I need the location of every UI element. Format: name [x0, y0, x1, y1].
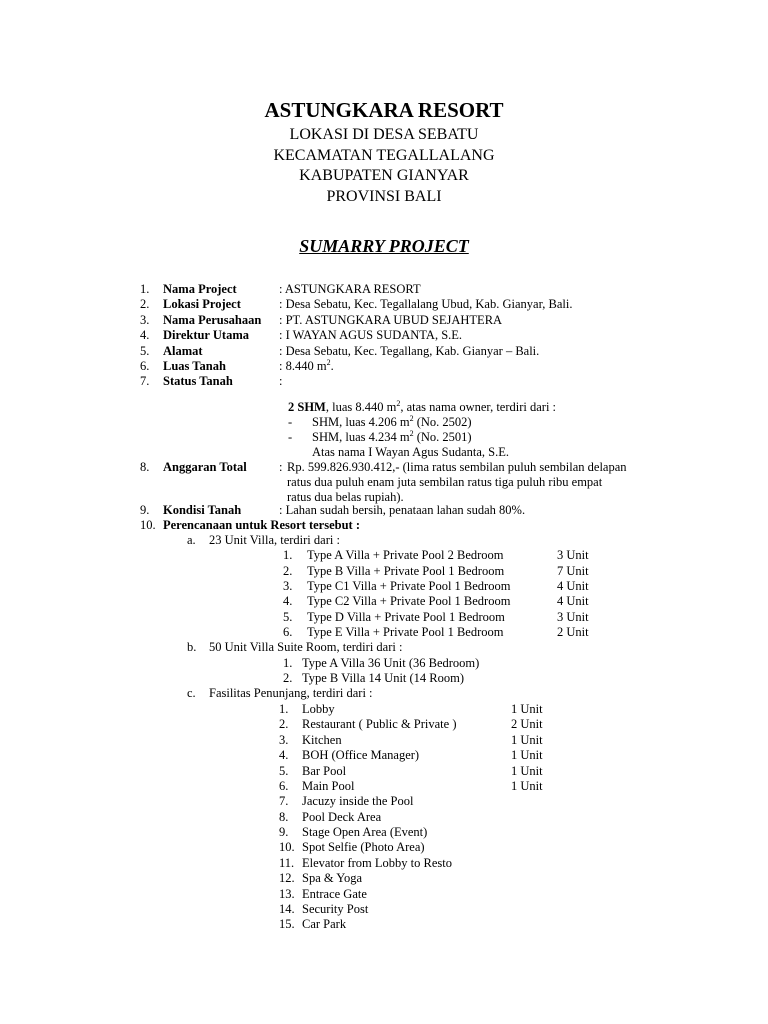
- header-line-provinsi: PROVINSI BALI: [326, 188, 442, 205]
- section-letter: c.: [187, 686, 196, 700]
- item-number: 4.: [140, 328, 150, 342]
- item-value: : Desa Sebatu, Kec. Tegallalang Ubud, Kab. Gianyar, Bali.: [279, 297, 573, 311]
- list-number: 5.: [283, 610, 293, 624]
- item-label: Lokasi Project: [163, 297, 241, 311]
- list-number: 14.: [279, 902, 295, 916]
- item-value: :: [279, 374, 283, 388]
- section-heading: 23 Unit Villa, terdiri dari :: [209, 533, 340, 547]
- item-number: 9.: [140, 503, 150, 517]
- item-label: Status Tanah: [163, 374, 233, 388]
- list-number: 2.: [283, 671, 293, 685]
- dash-bullet: -: [288, 415, 293, 429]
- header-line-kecamatan: KECAMATAN TEGALLALANG: [273, 147, 495, 164]
- item-label: Luas Tanah: [163, 359, 226, 373]
- list-number: 3.: [279, 733, 289, 747]
- list-item: Type C1 Villa + Private Pool 1 Bedroom: [307, 579, 511, 593]
- item-label: Nama Project: [163, 282, 237, 296]
- list-number: 2.: [283, 564, 293, 578]
- item-value: : I WAYAN AGUS SUDANTA, S.E.: [279, 328, 463, 342]
- summary-title: SUMARRY PROJECT: [299, 236, 469, 256]
- list-number: 4.: [283, 594, 293, 608]
- item-colon: :: [279, 460, 283, 474]
- list-qty: 1 Unit: [511, 779, 543, 793]
- list-number: 5.: [279, 764, 289, 778]
- list-item: Entrace Gate: [302, 887, 367, 901]
- list-item: Type E Villa + Private Pool 1 Bedroom: [307, 625, 504, 639]
- item-value: : 8.440 $m^2$.: [279, 357, 334, 373]
- list-number: 4.: [279, 748, 289, 762]
- list-item: Jacuzy inside the Pool: [302, 794, 414, 808]
- list-number: 11.: [279, 856, 295, 870]
- list-item: Bar Pool: [302, 764, 347, 778]
- list-item: Type A Villa 36 Unit (36 Bedroom): [302, 656, 480, 670]
- dash-bullet: -: [288, 430, 293, 444]
- list-item: Spot Selfie (Photo Area): [302, 840, 425, 854]
- shm-detail: SHM, luas 4.234 $m^2$ (No. 2501): [312, 428, 472, 444]
- list-item: Kitchen: [302, 733, 342, 747]
- list-qty: 3 Unit: [557, 610, 589, 624]
- list-number: 2.: [279, 717, 289, 731]
- list-qty: 3 Unit: [557, 548, 589, 562]
- item-number: 5.: [140, 344, 150, 358]
- list-item: Car Park: [302, 917, 347, 931]
- list-item: Main Pool: [302, 779, 355, 793]
- anggaran-line: Rp. 599.826.930.412,- (lima ratus sembilan puluh sembilan delapan: [287, 460, 627, 474]
- item-label: Alamat: [163, 344, 203, 358]
- item-value: : Desa Sebatu, Kec. Tegallang, Kab. Gianyar – Bali.: [279, 344, 540, 358]
- list-item: Lobby: [302, 702, 335, 716]
- list-qty: 1 Unit: [511, 702, 543, 716]
- list-item: Spa & Yoga: [302, 871, 363, 885]
- list-item: Security Post: [302, 902, 369, 916]
- list-qty: 1 Unit: [511, 764, 543, 778]
- list-number: 10.: [279, 840, 295, 854]
- item-number: 7.: [140, 374, 150, 388]
- item-number: 10.: [140, 518, 156, 532]
- list-item: Pool Deck Area: [302, 810, 382, 824]
- document-title: ASTUNGKARA RESORT: [264, 98, 504, 122]
- item-number: 1.: [140, 282, 150, 296]
- list-qty: 1 Unit: [511, 733, 543, 747]
- list-item: Type A Villa + Private Pool 2 Bedroom: [307, 548, 504, 562]
- list-qty: 2 Unit: [511, 717, 543, 731]
- shm-summary: 2 SHM, luas 8.440 $m^2$, atas nama owner, terdiri dari :: [288, 398, 557, 414]
- item-number: 6.: [140, 359, 150, 373]
- shm-detail: SHM, luas 4.206 $m^2$ (No. 2502): [312, 413, 472, 429]
- header-line-location: LOKASI DI DESA SEBATU: [289, 126, 479, 143]
- list-qty: 4 Unit: [557, 594, 589, 608]
- item-number: 3.: [140, 313, 150, 327]
- list-number: 7.: [279, 794, 289, 808]
- item-value: : Lahan sudah bersih, penataan lahan sudah 80%.: [279, 503, 526, 517]
- anggaran-line: ratus dua puluh enam juta sembilan ratus tiga puluh ribu empat: [287, 475, 603, 489]
- item-label: Anggaran Total: [163, 460, 247, 474]
- section-letter: b.: [187, 640, 197, 654]
- item-number: 8.: [140, 460, 150, 474]
- item-value: : PT. ASTUNGKARA UBUD SEJAHTERA: [279, 313, 503, 327]
- list-number: 1.: [283, 548, 293, 562]
- list-item: Type B Villa + Private Pool 1 Bedroom: [307, 564, 505, 578]
- anggaran-line: ratus dua belas rupiah).: [287, 490, 404, 504]
- list-number: 6.: [283, 625, 293, 639]
- list-number: 1.: [279, 702, 289, 716]
- item-value: : ASTUNGKARA RESORT: [279, 282, 421, 296]
- list-item: Stage Open Area (Event): [302, 825, 428, 839]
- list-item: Restaurant ( Public & Private ): [302, 717, 457, 731]
- list-number: 1.: [283, 656, 293, 670]
- list-qty: 4 Unit: [557, 579, 589, 593]
- section-heading: Fasilitas Penunjang, terdiri dari :: [209, 686, 373, 700]
- list-item: BOH (Office Manager): [302, 748, 420, 762]
- list-item: Elevator from Lobby to Resto: [302, 856, 452, 870]
- list-number: 13.: [279, 887, 295, 901]
- section-heading: 50 Unit Villa Suite Room, terdiri dari :: [209, 640, 403, 654]
- list-qty: 7 Unit: [557, 564, 589, 578]
- list-number: 3.: [283, 579, 293, 593]
- list-item: Type D Villa + Private Pool 1 Bedroom: [307, 610, 505, 624]
- list-qty: 1 Unit: [511, 748, 543, 762]
- shm-owner: Atas nama I Wayan Agus Sudanta, S.E.: [312, 445, 509, 459]
- header-line-kabupaten: KABUPATEN GIANYAR: [299, 167, 469, 184]
- list-qty: 2 Unit: [557, 625, 589, 639]
- list-number: 9.: [279, 825, 289, 839]
- item-label: Direktur Utama: [163, 328, 249, 342]
- list-item: Type B Villa 14 Unit (14 Room): [302, 671, 465, 685]
- list-number: 8.: [279, 810, 289, 824]
- list-number: 12.: [279, 871, 295, 885]
- section-letter: a.: [187, 533, 196, 547]
- item-label: Kondisi Tanah: [163, 503, 242, 517]
- list-item: Type C2 Villa + Private Pool 1 Bedroom: [307, 594, 511, 608]
- item-label: Nama Perusahaan: [163, 313, 262, 327]
- section-heading: Perencanaan untuk Resort tersebut :: [163, 518, 360, 532]
- list-number: 6.: [279, 779, 289, 793]
- item-number: 2.: [140, 297, 150, 311]
- list-number: 15.: [279, 917, 295, 931]
